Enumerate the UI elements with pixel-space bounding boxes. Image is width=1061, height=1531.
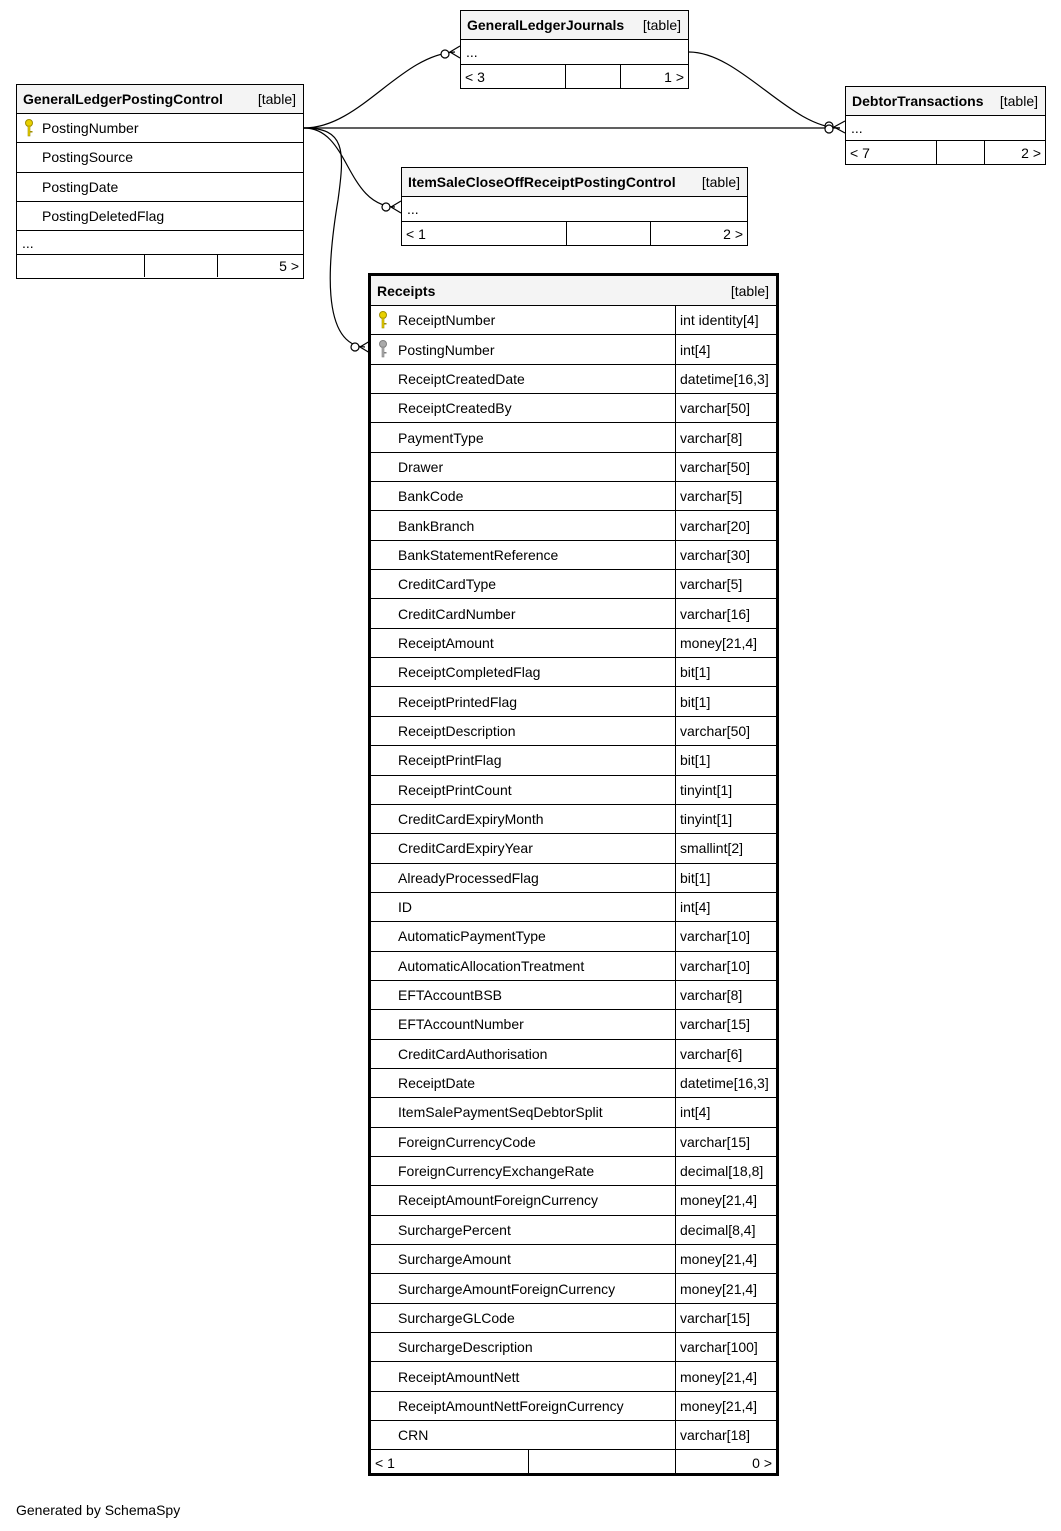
ellipsis-row (17, 231, 303, 255)
table-name: GeneralLedgerPostingControl (23, 91, 223, 107)
table-type: [table] (642, 17, 681, 33)
column-name: CreditCardExpiryYear (371, 834, 676, 862)
table-header (402, 168, 747, 197)
column-name: CreditCardAuthorisation (371, 1040, 676, 1068)
column-type: varchar[100] (680, 1339, 758, 1356)
table-type: [table] (730, 282, 769, 299)
foreign-key-icon (377, 340, 389, 358)
column-name: EFTAccountBSB (371, 981, 676, 1009)
column-row (371, 1040, 776, 1069)
column-row (17, 114, 303, 143)
table-name: Receipts (377, 282, 436, 299)
column-row (17, 202, 303, 231)
column-row (371, 893, 776, 922)
ellipsis-row (846, 116, 1045, 141)
column-type: varchar[15] (680, 1309, 751, 1326)
nav-middle (937, 141, 985, 164)
column-type: varchar[16] (680, 605, 751, 622)
table-itemsalecloseoffreceiptpostingcontrol[interactable] (401, 167, 748, 246)
column-row (371, 834, 776, 863)
column-name: AutomaticAllocationTreatment (371, 952, 676, 980)
column-name: AlreadyProcessedFlag (371, 864, 676, 892)
column-name: ForeignCurrencyCode (371, 1128, 676, 1156)
table-name: GeneralLedgerJournals (467, 17, 625, 33)
column-row (371, 658, 776, 687)
column-row (371, 1010, 776, 1039)
column-name: ReceiptCompletedFlag (371, 658, 676, 686)
column-name: Drawer (371, 453, 676, 481)
column-row (371, 599, 776, 628)
column-row (371, 1333, 776, 1362)
column-type: bit[1] (680, 869, 711, 886)
column-name: BankBranch (371, 511, 676, 539)
column-name: ItemSalePaymentSeqDebtorSplit (371, 1098, 676, 1126)
column-type: int[4] (680, 1104, 711, 1121)
column-row (371, 1098, 776, 1127)
column-row (371, 1245, 776, 1274)
nav-children[interactable]: 1 > (664, 68, 684, 85)
column-name: SurchargeAmount (371, 1245, 676, 1273)
column-name: ReceiptCreatedDate (371, 365, 676, 393)
column-name: ReceiptAmount (371, 629, 676, 657)
column-type: int[4] (680, 899, 711, 916)
column-row (371, 423, 776, 452)
table-type: [table] (701, 174, 740, 190)
column-row (371, 922, 776, 951)
column-name: SurchargePercent (371, 1216, 676, 1244)
column-row (371, 1069, 776, 1098)
nav-parents[interactable]: < 1 (371, 1450, 529, 1475)
column-type: varchar[50] (680, 400, 751, 417)
column-row (371, 981, 776, 1010)
column-row (371, 746, 776, 775)
column-type: tinyint[1] (680, 781, 733, 798)
edge-glpc-receipts-optional-marker (351, 343, 359, 351)
column-name: AutomaticPaymentType (371, 922, 676, 950)
column-name: CRN (371, 1421, 676, 1449)
primary-key-icon (23, 119, 35, 137)
nav-middle (145, 255, 218, 277)
column-row (371, 541, 776, 570)
column-row (371, 394, 776, 423)
column-type: varchar[20] (680, 517, 751, 534)
column-type: bit[1] (680, 752, 711, 769)
column-row (371, 1216, 776, 1245)
nav-children[interactable]: 5 > (279, 258, 299, 275)
column-name: ReceiptNumber (371, 306, 676, 334)
column-type: datetime[16,3] (680, 1075, 769, 1092)
table-type: [table] (257, 91, 296, 107)
column-type: bit[1] (680, 664, 711, 681)
column-row (371, 1392, 776, 1421)
column-type: money[21,4] (680, 1192, 758, 1209)
column-type: money[21,4] (680, 1368, 758, 1385)
nav-middle (566, 65, 621, 88)
column-row (371, 365, 776, 394)
column-type: varchar[50] (680, 458, 751, 475)
ellipsis-row (402, 197, 747, 222)
column-row (371, 717, 776, 746)
column-name: BankCode (371, 482, 676, 510)
table-header (461, 11, 688, 40)
column-name: PostingDate (42, 178, 119, 195)
table-header (371, 276, 776, 306)
column-name: CreditCardNumber (371, 599, 676, 627)
table-generalledgerpostingcontrol[interactable] (16, 84, 304, 279)
column-name: ReceiptPrintCount (371, 776, 676, 804)
table-debtortransactions[interactable] (845, 86, 1046, 165)
column-name: ReceiptAmountForeignCurrency (371, 1186, 676, 1214)
column-type: money[21,4] (680, 634, 758, 651)
column-name: SurchargeGLCode (371, 1304, 676, 1332)
nav-children[interactable]: 2 > (1021, 144, 1041, 161)
column-row (371, 1362, 776, 1391)
nav-children[interactable]: 0 > (752, 1454, 772, 1471)
column-row (371, 952, 776, 981)
column-type: varchar[18] (680, 1427, 751, 1444)
column-name: ReceiptPrintedFlag (371, 687, 676, 715)
nav-middle (529, 1450, 676, 1475)
column-row (371, 687, 776, 716)
column-row (371, 1157, 776, 1186)
table-name: ItemSaleCloseOffReceiptPostingControl (408, 174, 676, 190)
column-name: ID (371, 893, 676, 921)
column-row (371, 1186, 776, 1215)
column-name: PostingNumber (42, 120, 139, 137)
primary-key-icon (377, 311, 389, 329)
relationship-nav (402, 222, 747, 245)
table-name: DebtorTransactions (852, 93, 984, 109)
column-row (371, 864, 776, 893)
table-header (17, 85, 303, 114)
column-type: varchar[8] (680, 429, 743, 446)
column-name: ReceiptCreatedBy (371, 394, 676, 422)
column-row (371, 805, 776, 834)
column-row (371, 1274, 776, 1303)
column-type: money[21,4] (680, 1251, 758, 1268)
column-row (371, 482, 776, 511)
column-type: decimal[18,8] (680, 1163, 764, 1180)
edge-dt-crowfoot (834, 121, 845, 133)
column-name: PostingSource (42, 149, 134, 166)
column-type: varchar[5] (680, 488, 743, 505)
ellipsis: ... (407, 201, 419, 217)
column-name: PaymentType (371, 423, 676, 451)
column-row (371, 335, 776, 364)
column-type: int identity[4] (680, 312, 759, 329)
column-name: ForeignCurrencyExchangeRate (371, 1157, 676, 1185)
nav-middle (567, 222, 651, 245)
column-type: money[21,4] (680, 1397, 758, 1414)
column-name: ReceiptAmountNett (371, 1362, 676, 1390)
column-name: CreditCardType (371, 570, 676, 598)
relationship-nav (371, 1450, 776, 1475)
edge-glj-dt-optional-marker (825, 125, 833, 133)
column-row (371, 776, 776, 805)
footer-credit: Generated by SchemaSpy (16, 1502, 181, 1518)
table-receipts[interactable] (368, 273, 779, 1476)
nav-parents[interactable]: < 3 (461, 65, 566, 88)
column-type: varchar[10] (680, 928, 751, 945)
nav-parents[interactable]: < 1 (402, 222, 567, 245)
column-type: money[21,4] (680, 1280, 758, 1297)
ellipsis: ... (22, 234, 34, 251)
column-name: BankStatementReference (371, 541, 676, 569)
nav-children[interactable]: 2 > (723, 225, 743, 242)
receipts-column-list (371, 306, 776, 1450)
column-type: datetime[16,3] (680, 370, 769, 387)
column-type: bit[1] (680, 693, 711, 710)
column-row (371, 1128, 776, 1157)
column-type: varchar[5] (680, 576, 743, 593)
nav-parents[interactable] (17, 255, 145, 277)
column-name: ReceiptDate (371, 1069, 676, 1097)
ellipsis: ... (851, 120, 863, 136)
column-type: tinyint[1] (680, 811, 733, 828)
column-row (371, 570, 776, 599)
table-type: [table] (999, 93, 1038, 109)
column-name: ReceiptAmountNettForeignCurrency (371, 1392, 676, 1420)
edge-glj-dt (689, 52, 840, 128)
column-row (371, 629, 776, 658)
ellipsis: ... (466, 44, 478, 60)
edge-glpc-glj-optional-marker (441, 50, 449, 58)
column-type: varchar[50] (680, 722, 751, 739)
column-name: PostingNumber (371, 335, 676, 363)
edge-glpc-iscorpc-optional-marker (382, 203, 390, 211)
column-type: varchar[8] (680, 987, 743, 1004)
column-type: varchar[10] (680, 957, 751, 974)
edge-glpc-glj (304, 52, 455, 128)
table-generalledgerjournals[interactable] (460, 10, 689, 89)
column-type: smallint[2] (680, 840, 744, 857)
column-name: EFTAccountNumber (371, 1010, 676, 1038)
column-name: PostingDeletedFlag (42, 208, 165, 225)
column-type: varchar[6] (680, 1045, 743, 1062)
column-name: SurchargeAmountForeignCurrency (371, 1274, 676, 1302)
column-row (17, 143, 303, 172)
edge-glpc-receipts (304, 128, 365, 347)
column-row (371, 453, 776, 482)
ellipsis-row (461, 40, 688, 65)
relationship-nav (17, 255, 303, 277)
column-type: int[4] (680, 341, 711, 358)
column-row (17, 173, 303, 202)
edge-glpc-iscorpc (304, 128, 395, 207)
column-row (371, 306, 776, 335)
column-name: SurchargeDescription (371, 1333, 676, 1361)
column-row (371, 1304, 776, 1333)
column-type: varchar[15] (680, 1016, 751, 1033)
table-header (846, 87, 1045, 116)
relationship-nav (846, 141, 1045, 164)
column-name: ReceiptDescription (371, 717, 676, 745)
nav-parents[interactable]: < 7 (846, 141, 937, 164)
relationship-nav (461, 65, 688, 88)
column-type: decimal[8,4] (680, 1221, 756, 1238)
column-type: varchar[30] (680, 546, 751, 563)
column-name: CreditCardExpiryMonth (371, 805, 676, 833)
column-name: ReceiptPrintFlag (371, 746, 676, 774)
column-row (371, 511, 776, 540)
column-type: varchar[15] (680, 1133, 751, 1150)
column-row (371, 1421, 776, 1450)
